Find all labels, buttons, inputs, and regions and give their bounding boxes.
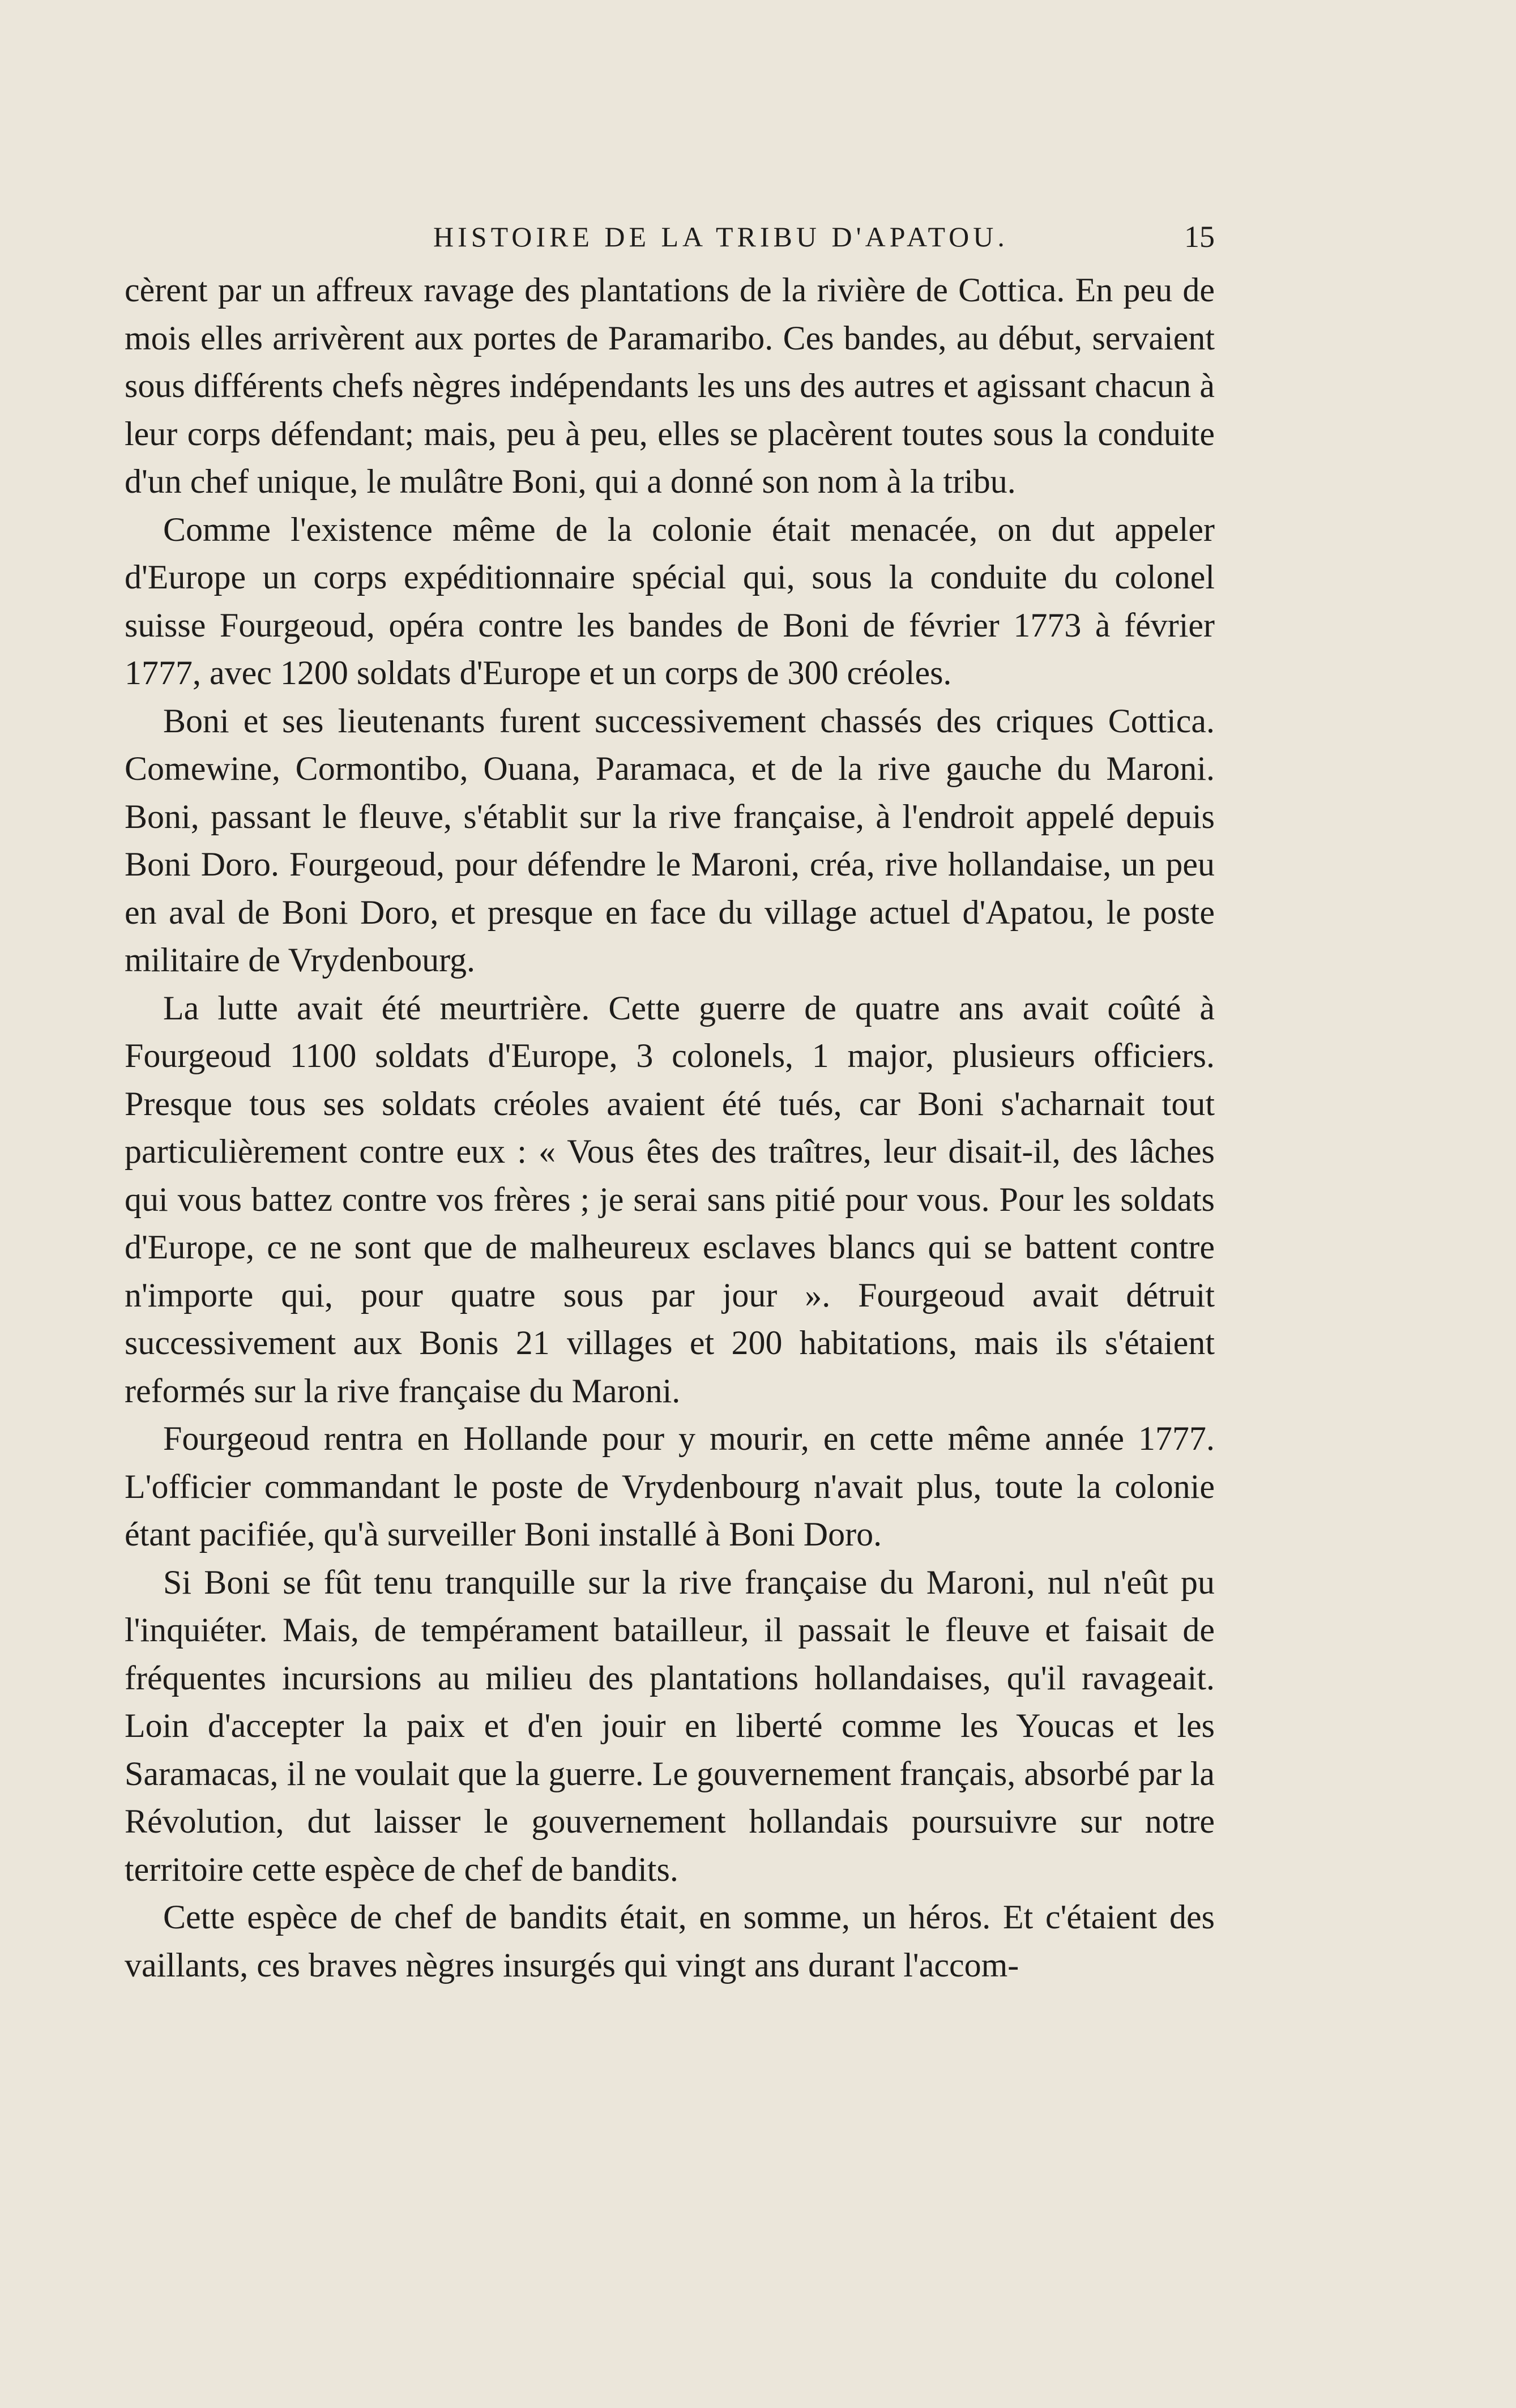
page-number: 15 [1184, 220, 1215, 254]
paragraph: cèrent par un affreux ravage des plantations de la rivière de Cottica. En peu de mois elles arrivèrent aux portes de Paramaribo. Ces bandes, au début, servaient sous différents chefs nègres indépendants les uns des autres et agissant chacun à leur corps défendant; mais, peu à peu, elles se placèrent toutes sous la conduite d'un chef unique, le mulâtre Boni, qui a donné son nom à la tribu. [125, 271, 1215, 500]
paragraph: Comme l'existence même de la colonie était menacée, on dut appeler d'Europe un corps expéditionnaire spécial qui, sous la conduite du colonel suisse Fourgeoud, opéra contre les bandes de Boni de février 1773 à février 1777, avec 1200 soldats d'Europe et un corps de 300 créoles. [125, 510, 1215, 691]
paragraph: Fourgeoud rentra en Hollande pour y mourir, en cette même année 1777. L'officier commandant le poste de Vrydenbourg n'avait plus, toute la colonie étant pacifiée, qu'à surveiller Boni installé à Boni Doro. [125, 1420, 1215, 1553]
paragraph: Si Boni se fût tenu tranquille sur la rive française du Maroni, nul n'eût pu l'inquiéter. Mais, de tempérament batailleur, il passait le fleuve et faisait de fréquentes incursions au milieu des plantations hollandaises, qu'il ravageait. Loin d'accepter la paix et d'en jouir en liberté comme les Youcas et les Saramacas, il ne voulait que la guerre. Le gouvernement français, absorbé par la Révolution, dut laisser le gouvernement hollandais poursuivre sur notre territoire cette espèce de chef de bandits. [125, 1563, 1215, 1888]
paragraph: Boni et ses lieutenants furent successivement chassés des criques Cottica. Comewine, Cormontibo, Ouana, Paramaca, et de la rive gauche du Maroni. Boni, passant le fleuve, s'établit sur la rive française, à l'endroit appelé depuis Boni Doro. Fourgeoud, pour défendre le Maroni, créa, rive hollandaise, un peu en aval de Boni Doro, et presque en face du village actuel d'Apatou, le poste militaire de Vrydenbourg. [125, 702, 1215, 979]
running-title: HISTOIRE DE LA TRIBU D'APATOU. [433, 221, 1009, 253]
paragraph: Cette espèce de chef de bandits était, en somme, un héros. Et c'étaient des vaillants, ces braves nègres insurgés qui vingt ans durant l'accom- [125, 1898, 1215, 1984]
paragraph: La lutte avait été meurtrière. Cette guerre de quatre ans avait coûté à Fourgeoud 1100 soldats d'Europe, 3 colonels, 1 major, plusieurs officiers. Presque tous ses soldats créoles avaient été tués, car Boni s'acharnait tout particulièrement contre eux : « Vous êtes des traîtres, leur disait-il, des lâches qui vous battez contre vos frères ; je serai sans pitié pour vous. Pour les soldats d'Europe, ce ne sont que de malheureux esclaves blancs qui se battent contre n'importe qui, pour quatre sous par jour ». Fourgeoud avait détruit successivement aux Bonis 21 villages et 200 habitations, mais ils s'étaient reformés sur la rive française du Maroni. [125, 989, 1215, 1410]
body-text [125, 266, 1215, 1989]
page-header [125, 214, 1215, 259]
